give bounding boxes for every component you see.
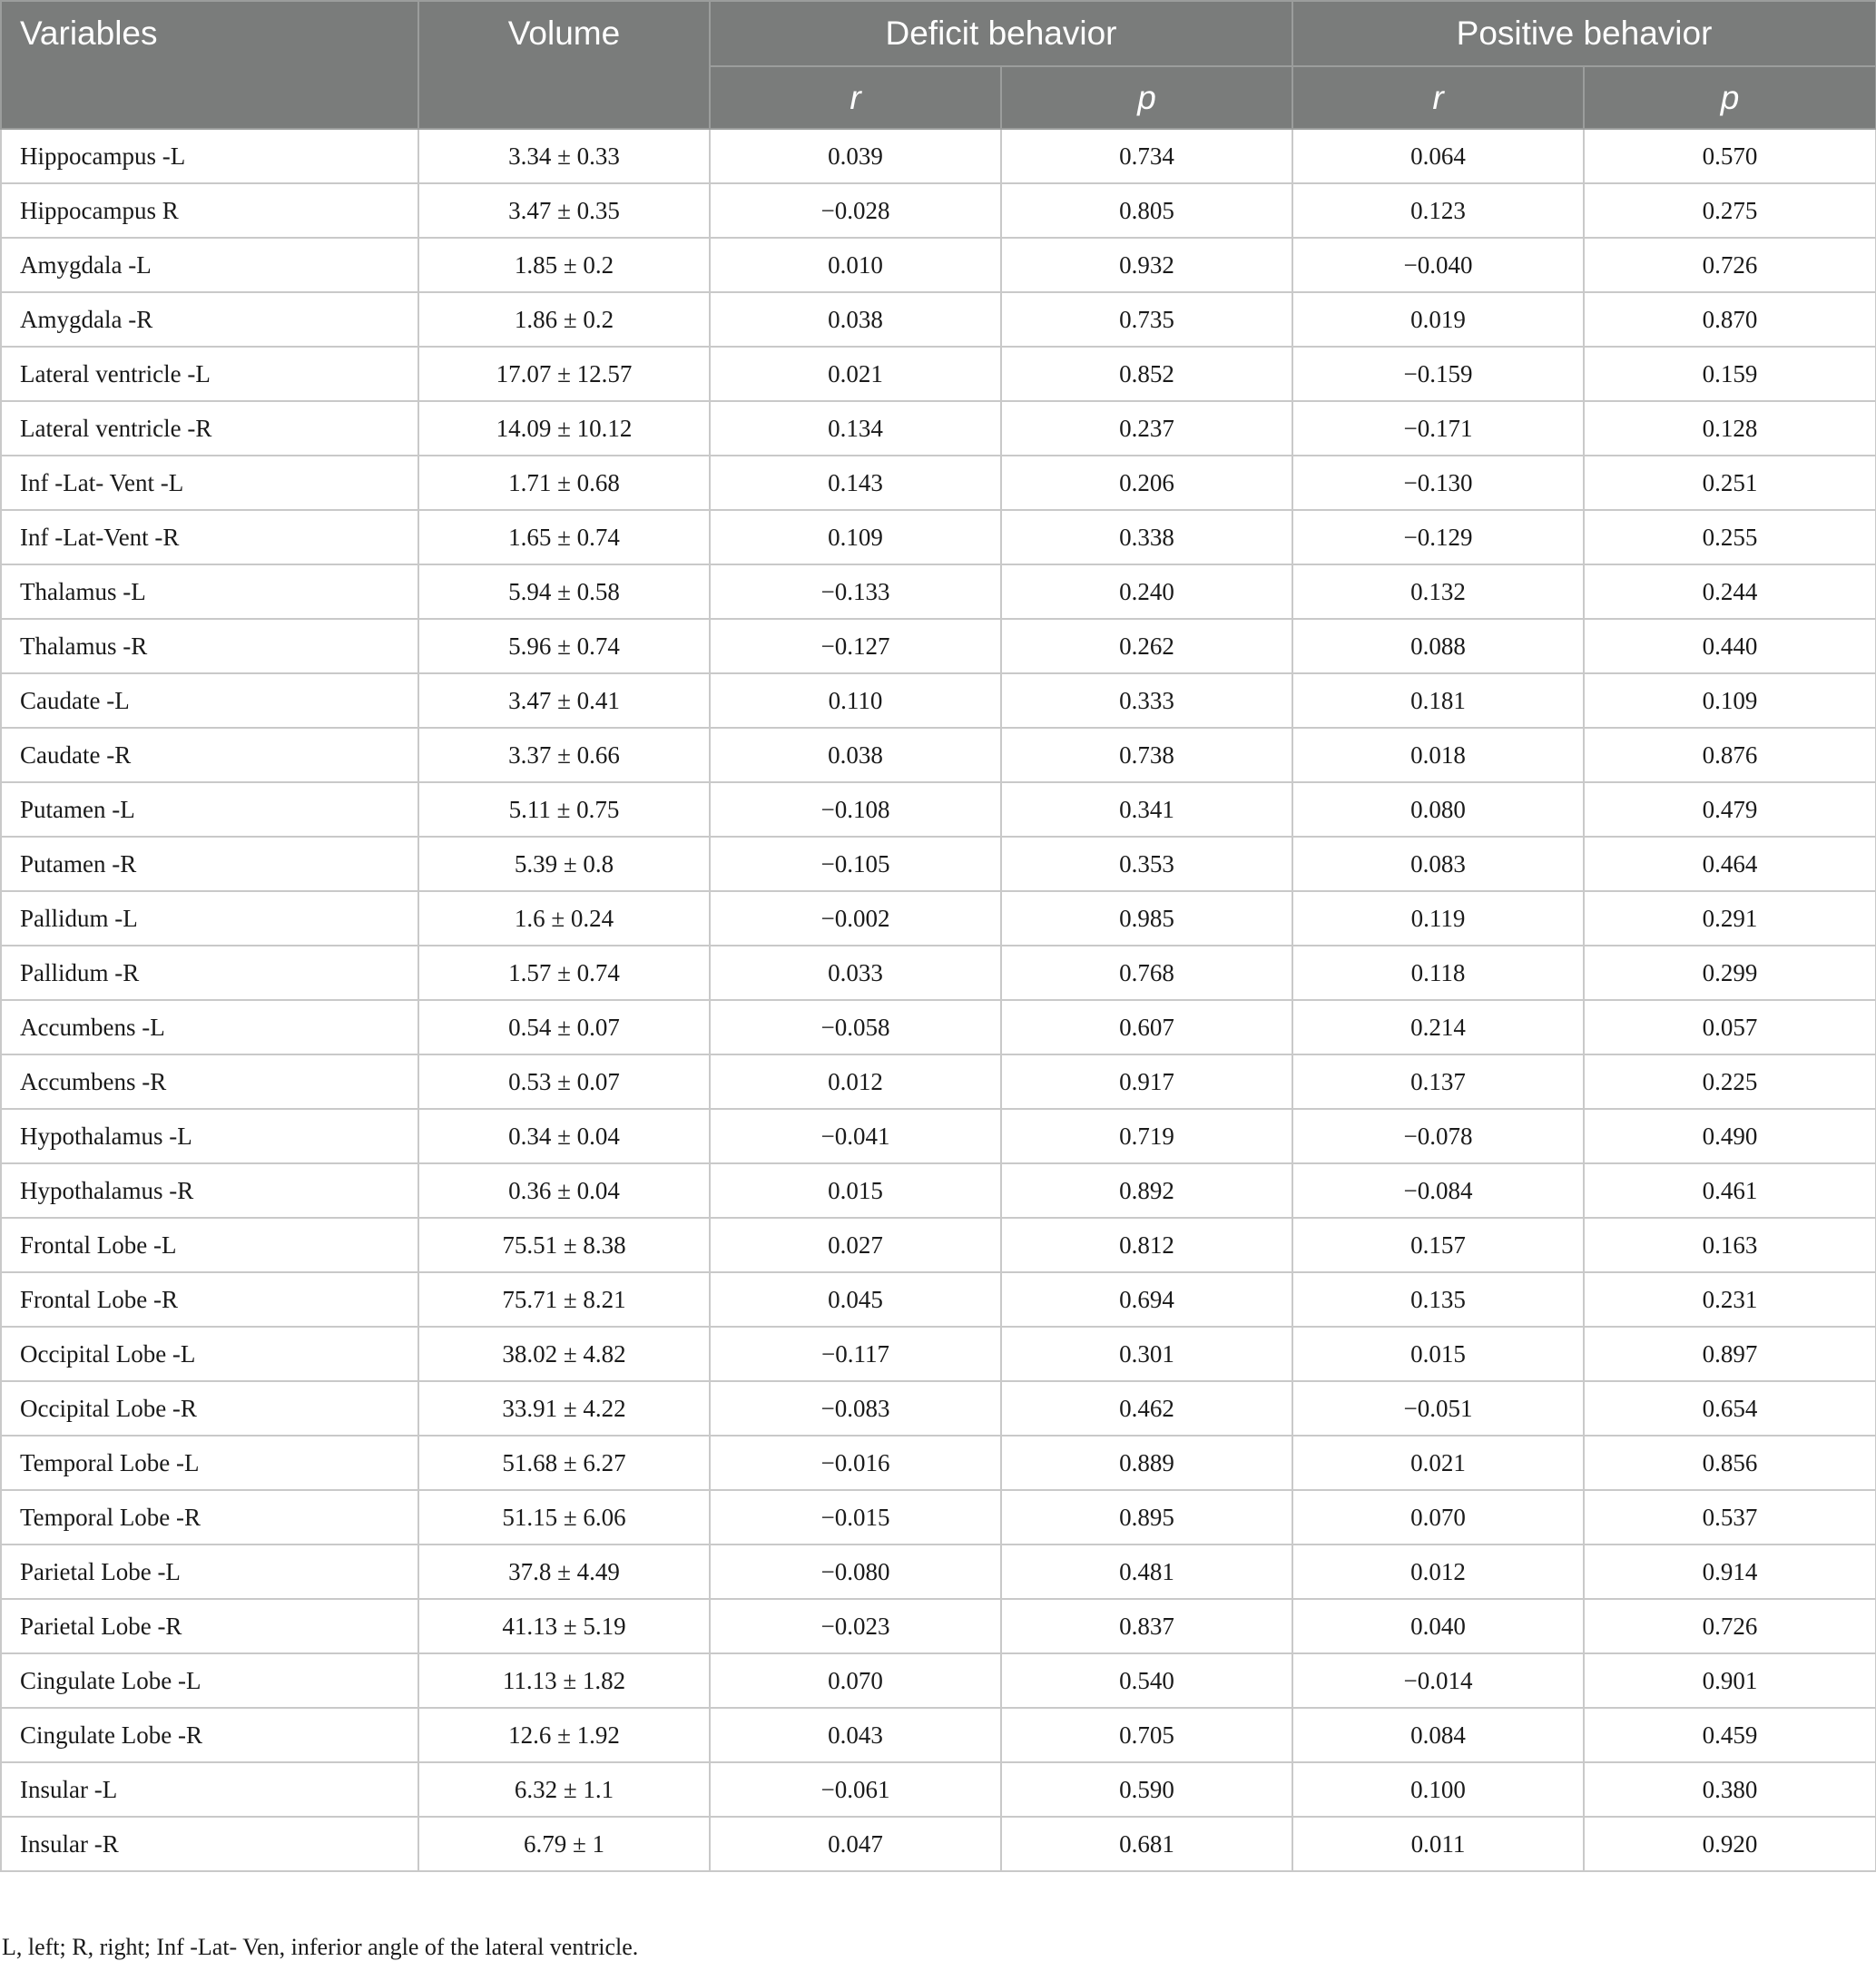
cell-volume: 3.37 ± 0.66 (418, 728, 710, 782)
cell-volume: 1.57 ± 0.74 (418, 946, 710, 1000)
cell-variable: Insular -R (1, 1817, 418, 1871)
cell-volume: 6.79 ± 1 (418, 1817, 710, 1871)
cell-volume: 37.8 ± 4.49 (418, 1544, 710, 1599)
cell-deficit-r: −0.002 (710, 891, 1001, 946)
cell-positive-p: 0.490 (1584, 1109, 1876, 1163)
cell-deficit-p: 0.237 (1001, 401, 1292, 456)
table-row (1, 1327, 1876, 1381)
cell-positive-p: 0.163 (1584, 1218, 1876, 1272)
table-row (1, 1490, 1876, 1544)
table-row (1, 891, 1876, 946)
cell-deficit-r: −0.061 (710, 1762, 1001, 1817)
cell-deficit-r: 0.045 (710, 1272, 1001, 1327)
cell-deficit-p: 0.333 (1001, 673, 1292, 728)
cell-deficit-p: 0.694 (1001, 1272, 1292, 1327)
header-deficit-r: r (710, 66, 1001, 129)
cell-positive-r: 0.214 (1292, 1000, 1584, 1054)
cell-positive-p: 0.870 (1584, 292, 1876, 347)
cell-volume: 51.68 ± 6.27 (418, 1436, 710, 1490)
header-positive-behavior: Positive behavior (1292, 1, 1876, 66)
table-row (1, 1653, 1876, 1708)
table-row (1, 673, 1876, 728)
cell-deficit-r: 0.070 (710, 1653, 1001, 1708)
cell-deficit-r: −0.133 (710, 564, 1001, 619)
cell-positive-p: 0.464 (1584, 837, 1876, 891)
cell-positive-p: 0.876 (1584, 728, 1876, 782)
cell-positive-r: 0.123 (1292, 183, 1584, 238)
cell-volume: 75.71 ± 8.21 (418, 1272, 710, 1327)
cell-deficit-r: 0.043 (710, 1708, 1001, 1762)
cell-positive-r: 0.019 (1292, 292, 1584, 347)
cell-positive-r: 0.132 (1292, 564, 1584, 619)
cell-positive-r: 0.100 (1292, 1762, 1584, 1817)
cell-positive-p: 0.570 (1584, 129, 1876, 183)
cell-variable: Putamen -R (1, 837, 418, 891)
cell-deficit-r: 0.110 (710, 673, 1001, 728)
cell-variable: Pallidum -L (1, 891, 418, 946)
cell-deficit-p: 0.301 (1001, 1327, 1292, 1381)
cell-variable: Pallidum -R (1, 946, 418, 1000)
cell-positive-r: 0.083 (1292, 837, 1584, 891)
cell-positive-p: 0.275 (1584, 183, 1876, 238)
cell-deficit-r: −0.117 (710, 1327, 1001, 1381)
cell-variable: Frontal Lobe -R (1, 1272, 418, 1327)
cell-variable: Hypothalamus -L (1, 1109, 418, 1163)
table-row (1, 1544, 1876, 1599)
header-deficit-p: p (1001, 66, 1292, 129)
cell-variable: Temporal Lobe -L (1, 1436, 418, 1490)
table-row (1, 456, 1876, 510)
cell-positive-p: 0.225 (1584, 1054, 1876, 1109)
cell-deficit-r: 0.039 (710, 129, 1001, 183)
cell-positive-r: 0.015 (1292, 1327, 1584, 1381)
cell-positive-p: 0.057 (1584, 1000, 1876, 1054)
cell-deficit-p: 0.607 (1001, 1000, 1292, 1054)
cell-volume: 3.34 ± 0.33 (418, 129, 710, 183)
table-row (1, 401, 1876, 456)
cell-deficit-p: 0.705 (1001, 1708, 1292, 1762)
cell-deficit-p: 0.240 (1001, 564, 1292, 619)
cell-positive-p: 0.380 (1584, 1762, 1876, 1817)
cell-volume: 12.6 ± 1.92 (418, 1708, 710, 1762)
cell-deficit-r: 0.010 (710, 238, 1001, 292)
cell-variable: Inf -Lat- Vent -L (1, 456, 418, 510)
cell-volume: 11.13 ± 1.82 (418, 1653, 710, 1708)
table-row (1, 728, 1876, 782)
cell-deficit-p: 0.338 (1001, 510, 1292, 564)
cell-deficit-r: 0.012 (710, 1054, 1001, 1109)
cell-positive-p: 0.299 (1584, 946, 1876, 1000)
cell-volume: 41.13 ± 5.19 (418, 1599, 710, 1653)
cell-positive-p: 0.109 (1584, 673, 1876, 728)
table-row (1, 1817, 1876, 1871)
cell-volume: 14.09 ± 10.12 (418, 401, 710, 456)
cell-deficit-r: 0.033 (710, 946, 1001, 1000)
cell-positive-r: −0.078 (1292, 1109, 1584, 1163)
cell-variable: Hypothalamus -R (1, 1163, 418, 1218)
cell-deficit-p: 0.734 (1001, 129, 1292, 183)
cell-positive-p: 0.244 (1584, 564, 1876, 619)
cell-variable: Cingulate Lobe -L (1, 1653, 418, 1708)
table-row (1, 238, 1876, 292)
table-row (1, 946, 1876, 1000)
cell-variable: Hippocampus -L (1, 129, 418, 183)
cell-deficit-p: 0.738 (1001, 728, 1292, 782)
cell-volume: 5.96 ± 0.74 (418, 619, 710, 673)
cell-positive-r: −0.159 (1292, 347, 1584, 401)
cell-variable: Temporal Lobe -R (1, 1490, 418, 1544)
cell-variable: Occipital Lobe -R (1, 1381, 418, 1436)
cell-deficit-r: 0.134 (710, 401, 1001, 456)
cell-deficit-r: 0.038 (710, 292, 1001, 347)
cell-variable: Caudate -R (1, 728, 418, 782)
table-row (1, 619, 1876, 673)
table-row (1, 1054, 1876, 1109)
table-row (1, 1109, 1876, 1163)
cell-deficit-r: −0.083 (710, 1381, 1001, 1436)
table-row (1, 1272, 1876, 1327)
cell-variable: Parietal Lobe -R (1, 1599, 418, 1653)
cell-positive-p: 0.897 (1584, 1327, 1876, 1381)
cell-variable: Caudate -L (1, 673, 418, 728)
table-row (1, 782, 1876, 837)
cell-volume: 17.07 ± 12.57 (418, 347, 710, 401)
cell-positive-r: 0.118 (1292, 946, 1584, 1000)
cell-deficit-p: 0.462 (1001, 1381, 1292, 1436)
cell-volume: 51.15 ± 6.06 (418, 1490, 710, 1544)
cell-volume: 75.51 ± 8.38 (418, 1218, 710, 1272)
cell-variable: Lateral ventricle -L (1, 347, 418, 401)
table-row (1, 837, 1876, 891)
cell-positive-p: 0.231 (1584, 1272, 1876, 1327)
table-row (1, 1436, 1876, 1490)
table-row (1, 1163, 1876, 1218)
cell-deficit-p: 0.837 (1001, 1599, 1292, 1653)
cell-variable: Amygdala -R (1, 292, 418, 347)
cell-positive-p: 0.726 (1584, 238, 1876, 292)
cell-deficit-r: 0.143 (710, 456, 1001, 510)
cell-deficit-r: 0.109 (710, 510, 1001, 564)
cell-deficit-p: 0.540 (1001, 1653, 1292, 1708)
cell-positive-p: 0.255 (1584, 510, 1876, 564)
cell-positive-r: 0.040 (1292, 1599, 1584, 1653)
table-body (1, 129, 1876, 1871)
cell-positive-p: 0.459 (1584, 1708, 1876, 1762)
table-row (1, 1381, 1876, 1436)
cell-volume: 1.71 ± 0.68 (418, 456, 710, 510)
cell-variable: Accumbens -L (1, 1000, 418, 1054)
cell-variable: Insular -L (1, 1762, 418, 1817)
cell-volume: 1.65 ± 0.74 (418, 510, 710, 564)
cell-volume: 3.47 ± 0.35 (418, 183, 710, 238)
cell-variable: Occipital Lobe -L (1, 1327, 418, 1381)
cell-deficit-r: 0.047 (710, 1817, 1001, 1871)
cell-deficit-r: −0.028 (710, 183, 1001, 238)
cell-positive-r: −0.129 (1292, 510, 1584, 564)
cell-positive-r: −0.014 (1292, 1653, 1584, 1708)
cell-deficit-p: 0.341 (1001, 782, 1292, 837)
cell-positive-p: 0.856 (1584, 1436, 1876, 1490)
cell-deficit-p: 0.481 (1001, 1544, 1292, 1599)
cell-positive-r: 0.012 (1292, 1544, 1584, 1599)
cell-positive-r: 0.157 (1292, 1218, 1584, 1272)
cell-positive-r: 0.011 (1292, 1817, 1584, 1871)
cell-variable: Lateral ventricle -R (1, 401, 418, 456)
cell-deficit-r: 0.027 (710, 1218, 1001, 1272)
cell-positive-p: 0.291 (1584, 891, 1876, 946)
cell-variable: Thalamus -R (1, 619, 418, 673)
cell-volume: 5.11 ± 0.75 (418, 782, 710, 837)
cell-positive-p: 0.461 (1584, 1163, 1876, 1218)
table-row (1, 129, 1876, 183)
cell-deficit-p: 0.719 (1001, 1109, 1292, 1163)
table-row (1, 1599, 1876, 1653)
table-header (1, 1, 1876, 129)
cell-volume: 38.02 ± 4.82 (418, 1327, 710, 1381)
cell-positive-p: 0.920 (1584, 1817, 1876, 1871)
cell-deficit-r: 0.021 (710, 347, 1001, 401)
cell-positive-r: 0.088 (1292, 619, 1584, 673)
cell-positive-r: 0.021 (1292, 1436, 1584, 1490)
cell-deficit-p: 0.985 (1001, 891, 1292, 946)
cell-deficit-p: 0.805 (1001, 183, 1292, 238)
cell-positive-r: 0.137 (1292, 1054, 1584, 1109)
cell-positive-p: 0.128 (1584, 401, 1876, 456)
cell-positive-p: 0.537 (1584, 1490, 1876, 1544)
cell-positive-r: −0.171 (1292, 401, 1584, 456)
cell-variable: Amygdala -L (1, 238, 418, 292)
cell-deficit-r: −0.015 (710, 1490, 1001, 1544)
cell-deficit-r: −0.058 (710, 1000, 1001, 1054)
cell-volume: 0.36 ± 0.04 (418, 1163, 710, 1218)
table-row (1, 564, 1876, 619)
cell-deficit-p: 0.812 (1001, 1218, 1292, 1272)
cell-variable: Thalamus -L (1, 564, 418, 619)
cell-variable: Cingulate Lobe -R (1, 1708, 418, 1762)
cell-positive-r: 0.080 (1292, 782, 1584, 837)
cell-positive-r: −0.130 (1292, 456, 1584, 510)
cell-positive-p: 0.159 (1584, 347, 1876, 401)
table-row (1, 1218, 1876, 1272)
cell-volume: 0.54 ± 0.07 (418, 1000, 710, 1054)
cell-deficit-r: −0.041 (710, 1109, 1001, 1163)
table-row (1, 183, 1876, 238)
cell-variable: Hippocampus R (1, 183, 418, 238)
cell-volume: 1.86 ± 0.2 (418, 292, 710, 347)
cell-positive-p: 0.901 (1584, 1653, 1876, 1708)
cell-deficit-p: 0.892 (1001, 1163, 1292, 1218)
cell-deficit-p: 0.681 (1001, 1817, 1292, 1871)
cell-deficit-p: 0.206 (1001, 456, 1292, 510)
cell-deficit-r: −0.080 (710, 1544, 1001, 1599)
cell-positive-p: 0.440 (1584, 619, 1876, 673)
cell-positive-p: 0.726 (1584, 1599, 1876, 1653)
cell-volume: 6.32 ± 1.1 (418, 1762, 710, 1817)
cell-deficit-r: 0.038 (710, 728, 1001, 782)
cell-positive-r: −0.084 (1292, 1163, 1584, 1218)
cell-volume: 0.53 ± 0.07 (418, 1054, 710, 1109)
cell-positive-r: −0.040 (1292, 238, 1584, 292)
cell-variable: Putamen -L (1, 782, 418, 837)
table-row (1, 510, 1876, 564)
cell-deficit-p: 0.932 (1001, 238, 1292, 292)
table-row (1, 1708, 1876, 1762)
cell-volume: 3.47 ± 0.41 (418, 673, 710, 728)
cell-positive-r: −0.051 (1292, 1381, 1584, 1436)
cell-positive-r: 0.181 (1292, 673, 1584, 728)
cell-volume: 5.94 ± 0.58 (418, 564, 710, 619)
cell-deficit-p: 0.917 (1001, 1054, 1292, 1109)
header-volume: Volume (418, 1, 710, 129)
cell-volume: 33.91 ± 4.22 (418, 1381, 710, 1436)
table-row (1, 347, 1876, 401)
cell-deficit-p: 0.590 (1001, 1762, 1292, 1817)
cell-volume: 1.85 ± 0.2 (418, 238, 710, 292)
cell-deficit-p: 0.353 (1001, 837, 1292, 891)
table-row (1, 292, 1876, 347)
header-positive-r: r (1292, 66, 1584, 129)
cell-deficit-r: −0.108 (710, 782, 1001, 837)
cell-deficit-r: −0.105 (710, 837, 1001, 891)
cell-deficit-p: 0.735 (1001, 292, 1292, 347)
cell-positive-p: 0.251 (1584, 456, 1876, 510)
cell-positive-p: 0.914 (1584, 1544, 1876, 1599)
cell-positive-p: 0.479 (1584, 782, 1876, 837)
cell-variable: Frontal Lobe -L (1, 1218, 418, 1272)
header-positive-p: p (1584, 66, 1876, 129)
cell-deficit-p: 0.768 (1001, 946, 1292, 1000)
cell-deficit-p: 0.895 (1001, 1490, 1292, 1544)
cell-positive-r: 0.119 (1292, 891, 1584, 946)
cell-deficit-r: −0.016 (710, 1436, 1001, 1490)
header-deficit-behavior: Deficit behavior (710, 1, 1292, 66)
cell-variable: Parietal Lobe -L (1, 1544, 418, 1599)
table-row (1, 1762, 1876, 1817)
cell-volume: 1.6 ± 0.24 (418, 891, 710, 946)
cell-positive-r: 0.084 (1292, 1708, 1584, 1762)
cell-positive-r: 0.070 (1292, 1490, 1584, 1544)
table-footnote: L, left; R, right; Inf -Lat- Ven, inferior angle of the lateral ventricle. (2, 1934, 639, 1960)
header-variables: Variables (1, 1, 418, 129)
cell-deficit-p: 0.852 (1001, 347, 1292, 401)
cell-positive-p: 0.654 (1584, 1381, 1876, 1436)
cell-deficit-p: 0.889 (1001, 1436, 1292, 1490)
cell-volume: 0.34 ± 0.04 (418, 1109, 710, 1163)
cell-positive-r: 0.135 (1292, 1272, 1584, 1327)
cell-positive-r: 0.064 (1292, 129, 1584, 183)
table-row (1, 1000, 1876, 1054)
cell-variable: Inf -Lat-Vent -R (1, 510, 418, 564)
cell-positive-r: 0.018 (1292, 728, 1584, 782)
cell-deficit-r: −0.023 (710, 1599, 1001, 1653)
cell-variable: Accumbens -R (1, 1054, 418, 1109)
cell-volume: 5.39 ± 0.8 (418, 837, 710, 891)
cell-deficit-r: 0.015 (710, 1163, 1001, 1218)
cell-deficit-r: −0.127 (710, 619, 1001, 673)
cell-deficit-p: 0.262 (1001, 619, 1292, 673)
